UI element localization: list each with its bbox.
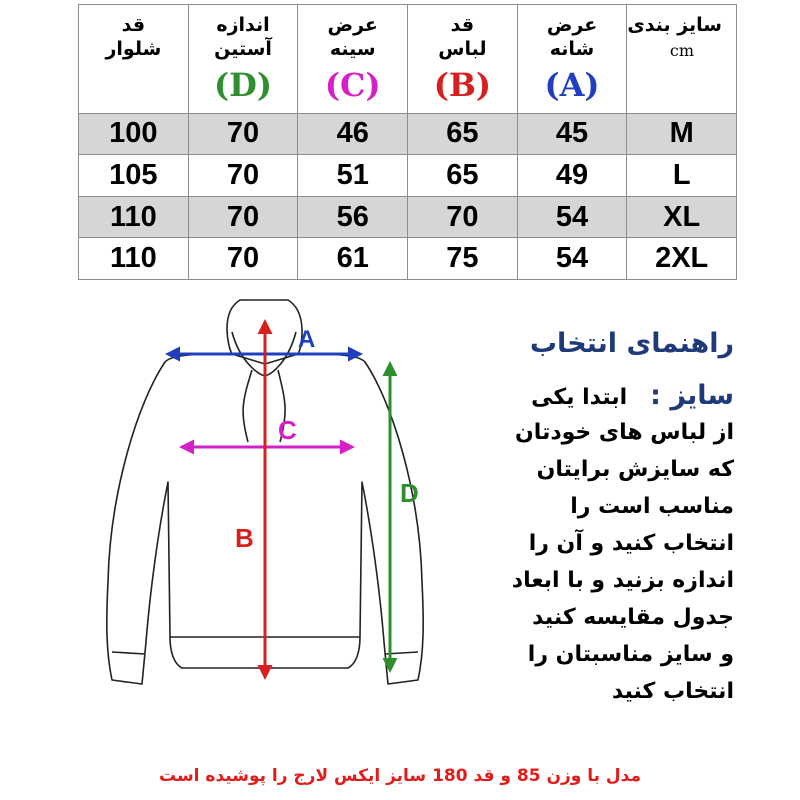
guide-line-1: سایز : ابتدا یکی — [531, 380, 734, 411]
label-a: A — [298, 326, 316, 353]
letter-b: (B) — [433, 66, 492, 104]
guide-line-3: که سایزش برایتان — [536, 457, 734, 482]
header-pants: قد شلوار — [79, 5, 189, 114]
cell-size: M — [627, 113, 737, 155]
cell-pants: 105 — [79, 155, 189, 197]
guide-line-4: مناسب است را — [570, 494, 734, 519]
unit-label: cm — [669, 41, 694, 60]
cell-shoulder: 45 — [517, 113, 627, 155]
header-chest: عرض سینه (C) — [298, 5, 408, 114]
cell-shoulder: 54 — [517, 196, 627, 238]
cell-length: 65 — [408, 113, 518, 155]
guide-line-8: و سایز مناسبتان را — [527, 642, 734, 667]
cell-size: L — [627, 155, 737, 197]
cell-shoulder: 49 — [517, 155, 627, 197]
table-header-row — [79, 5, 737, 114]
guide-title: راهنمای انتخاب — [529, 328, 734, 359]
cell-chest: 56 — [298, 196, 408, 238]
label-c: C — [278, 415, 297, 445]
label-d: D — [400, 478, 419, 508]
guide-line-2: از لباس های خودتان — [515, 420, 734, 445]
header-sleeve: اندازه آستین (D) — [188, 5, 298, 114]
header-shoulder: عرض شانه (A) — [517, 5, 627, 114]
table-row — [79, 113, 737, 155]
cell-sleeve: 70 — [188, 113, 298, 155]
cell-pants: 110 — [79, 238, 189, 280]
cell-size: XL — [627, 196, 737, 238]
cell-chest: 46 — [298, 113, 408, 155]
table-row — [79, 155, 737, 197]
table-row — [79, 238, 737, 280]
cell-length: 65 — [408, 155, 518, 197]
cell-pants: 110 — [79, 196, 189, 238]
cell-size: 2XL — [627, 238, 737, 280]
header-length: قد لباس (B) — [408, 5, 518, 114]
letter-d: (D) — [214, 66, 273, 104]
guide-line-7: جدول مقایسه کنید — [532, 605, 734, 630]
guide-line-5: انتخاب کنید و آن را — [528, 531, 734, 556]
hoodie-diagram — [90, 292, 440, 692]
cell-length: 70 — [408, 196, 518, 238]
cell-sleeve: 70 — [188, 238, 298, 280]
letter-a: (A) — [544, 66, 600, 104]
model-caption: مدل با وزن 85 و قد 180 سایز ایکس لارج را پوشیده است — [158, 766, 642, 786]
guide-size-label: سایز : — [650, 380, 734, 411]
cell-length: 75 — [408, 238, 518, 280]
guide-line-6: اندازه بزنید و با ابعاد — [511, 568, 734, 593]
header-size: سایز بندی cm — [627, 5, 737, 114]
letter-c: (C) — [324, 66, 381, 104]
size-table — [78, 4, 737, 280]
cell-pants: 100 — [79, 113, 189, 155]
cell-chest: 51 — [298, 155, 408, 197]
table-row — [79, 196, 737, 238]
label-b: B — [235, 523, 254, 553]
cell-sleeve: 70 — [188, 196, 298, 238]
cell-chest: 61 — [298, 238, 408, 280]
cell-sleeve: 70 — [188, 155, 298, 197]
guide-line-9: انتخاب کنید — [611, 679, 734, 704]
cell-shoulder: 54 — [517, 238, 627, 280]
